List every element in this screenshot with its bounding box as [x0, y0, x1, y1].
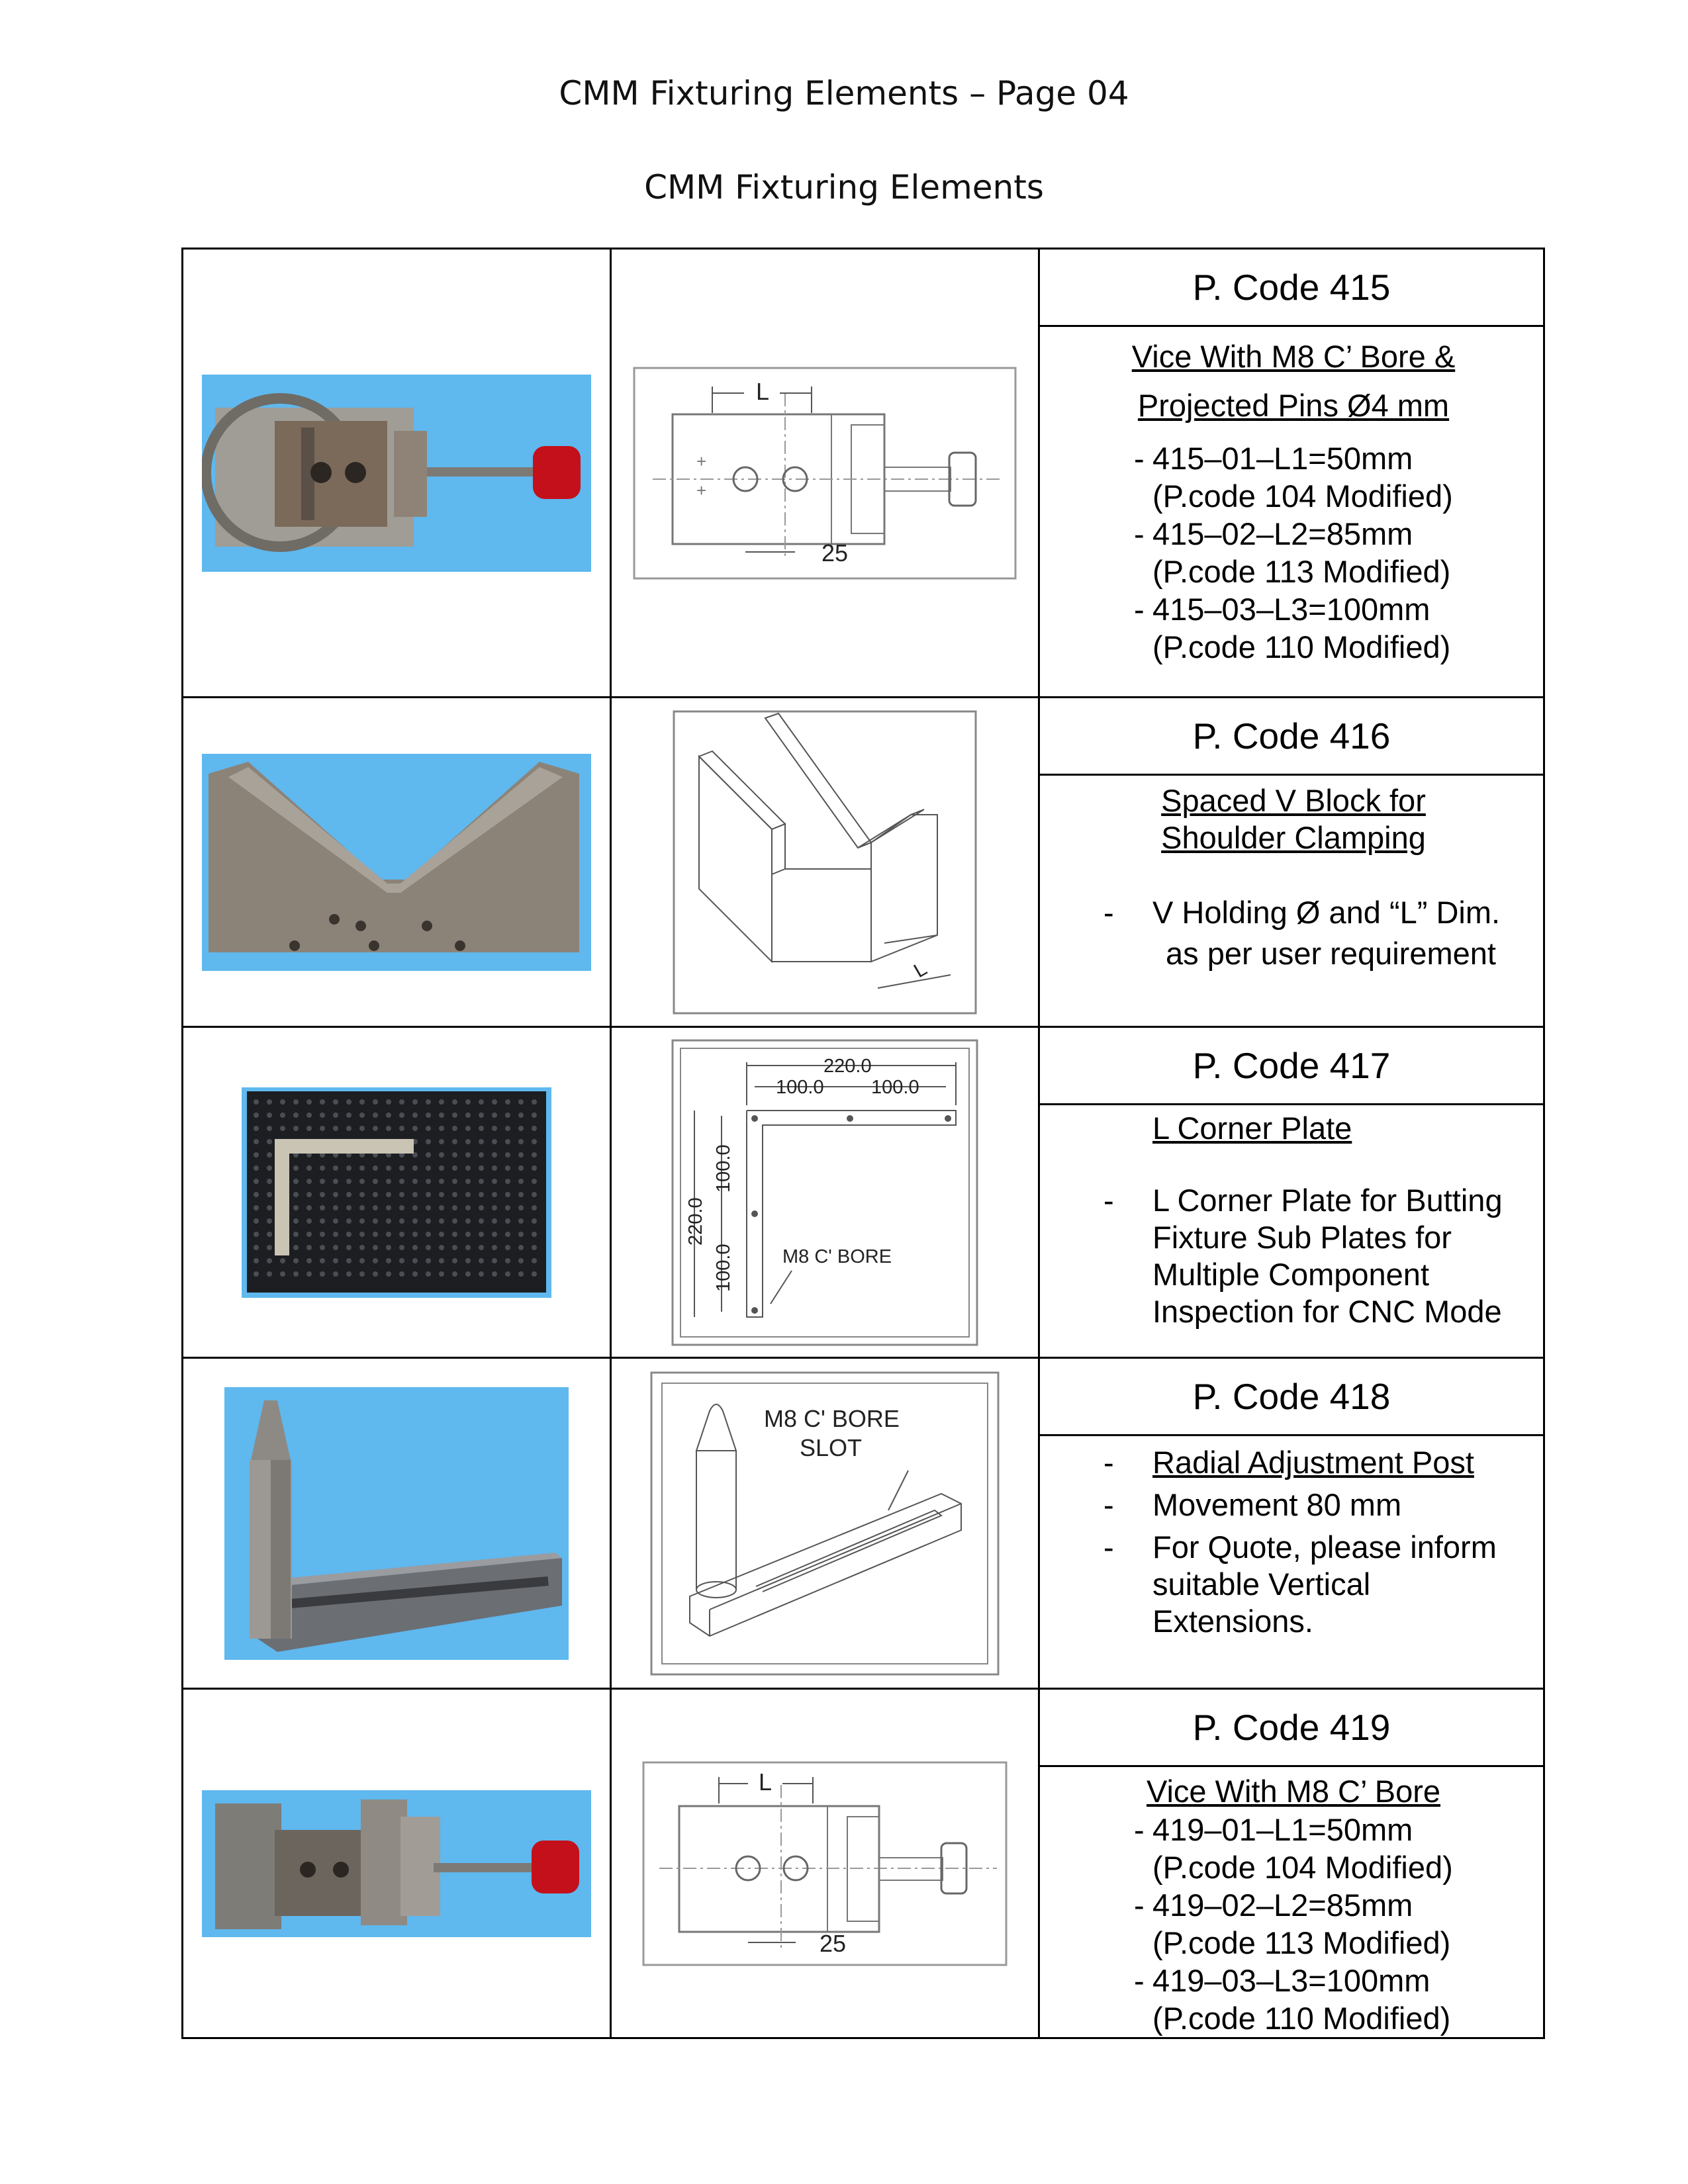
dim-overall: 220.0 — [823, 1055, 872, 1077]
product-title-line: L Corner Plate — [1152, 1111, 1352, 1146]
dim-vert-a: 100.0 — [713, 1144, 734, 1193]
dim-vert-overall: 220.0 — [685, 1197, 706, 1246]
catalog-table — [181, 248, 1545, 2039]
list-item: - Movement 80 mm — [1060, 1486, 1527, 1524]
row-418 — [183, 1358, 1544, 1689]
list-item: - 415–02–L2=85mm (P.code 113 Modified) — [1060, 515, 1527, 590]
section-title: CMM Fixturing Elements — [644, 168, 1044, 206]
product-title-line: Shoulder Clamping — [1161, 820, 1426, 855]
page-title: CMM Fixturing Elements – Page 04 — [559, 74, 1129, 113]
list-item: - Radial Adjustment Post — [1060, 1444, 1527, 1481]
list-item: - For Quote, please inform suitable Vertical Extensions. — [1060, 1529, 1527, 1640]
row-416 — [183, 698, 1544, 1027]
product-code: P. Code 419 — [1040, 1690, 1543, 1767]
info-cell-419 — [1039, 1689, 1544, 2038]
info-cell-418 — [1039, 1358, 1544, 1689]
product-title-line: Spaced V Block for — [1161, 783, 1426, 818]
dim-bottom-label: 25 — [821, 539, 849, 567]
dim-top-label: L — [759, 1768, 773, 1796]
photo-cell-415 — [183, 249, 611, 698]
list-item: - 415–03–L3=100mm (P.code 110 Modified) — [1060, 590, 1527, 666]
product-code: P. Code 415 — [1040, 250, 1543, 327]
row-417 — [183, 1027, 1544, 1358]
slot-note: SLOT — [800, 1433, 863, 1461]
dim-vert-b: 100.0 — [713, 1243, 734, 1292]
v-block-photo — [202, 754, 591, 971]
drawing-cell-415 — [611, 249, 1039, 698]
l-corner-plate-drawing — [671, 1039, 978, 1346]
list-item: - L Corner Plate for Butting Fixture Sub Plates for Multiple Component Inspection for CNC Mode — [1060, 1182, 1527, 1330]
photo-cell-417 — [183, 1027, 611, 1358]
photo-cell-416 — [183, 698, 611, 1027]
v-block-drawing — [673, 710, 977, 1015]
product-code: P. Code 417 — [1040, 1028, 1543, 1105]
product-code: P. Code 418 — [1040, 1359, 1543, 1436]
drawing-cell-417 — [611, 1027, 1039, 1358]
drawing-cell-418 — [611, 1358, 1039, 1689]
row-415 — [183, 249, 1544, 698]
dim-label: L — [910, 957, 931, 982]
svg-text:+: + — [696, 480, 707, 500]
list-item: - V Holding Ø and “L” Dim. as per user requirement — [1060, 892, 1527, 974]
vice-with-ring-photo — [202, 375, 591, 572]
photo-cell-418 — [183, 1358, 611, 1689]
dim-half-a: 100.0 — [776, 1076, 824, 1098]
bore-note: M8 C' BORE — [764, 1404, 900, 1432]
product-title-line: Vice With M8 C’ Bore & — [1131, 339, 1456, 374]
dim-top-label: L — [756, 377, 770, 405]
bore-note: M8 C' BORE — [782, 1246, 892, 1267]
list-item: - 419–01–L1=50mm (P.code 104 Modified) — [1060, 1811, 1527, 1886]
dim-half-b: 100.0 — [871, 1076, 919, 1098]
info-cell-416 — [1039, 698, 1544, 1027]
vice-415-drawing — [633, 367, 1017, 580]
photo-cell-419 — [183, 1689, 611, 2038]
info-cell-415 — [1039, 249, 1544, 698]
dim-bottom-label: 25 — [820, 1929, 847, 1957]
drawing-cell-416 — [611, 698, 1039, 1027]
radial-post-photo — [224, 1387, 569, 1660]
product-title-line: Vice With M8 C’ Bore — [1146, 1774, 1441, 1809]
info-cell-417 — [1039, 1027, 1544, 1358]
product-title-line: Projected Pins Ø4 mm — [1137, 388, 1450, 423]
list-item: - 415–01–L1=50mm (P.code 104 Modified) — [1060, 439, 1527, 515]
l-corner-plate-photo — [242, 1087, 551, 1298]
product-code: P. Code 416 — [1040, 698, 1543, 776]
svg-text:+: + — [696, 451, 707, 471]
drawing-cell-419 — [611, 1689, 1039, 2038]
list-item: - 419–02–L2=85mm (P.code 113 Modified) — [1060, 1886, 1527, 1962]
vice-419-drawing — [642, 1761, 1008, 1966]
radial-post-drawing — [650, 1371, 1000, 1676]
list-item: - 419–03–L3=100mm (P.code 110 Modified) — [1060, 1962, 1527, 2037]
vice-photo — [202, 1790, 591, 1937]
row-419 — [183, 1689, 1544, 2038]
